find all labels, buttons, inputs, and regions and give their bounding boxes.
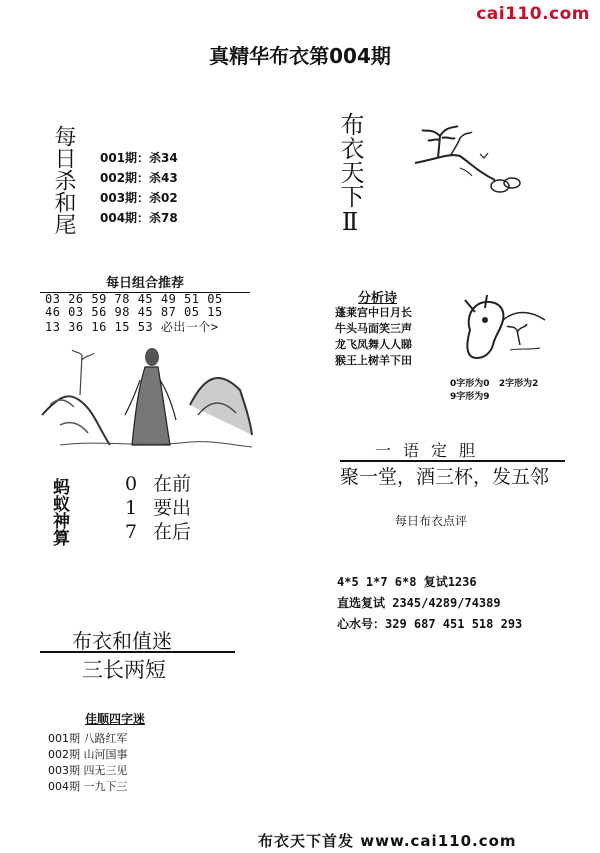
combo-title: 每日组合推荐 <box>40 272 250 293</box>
yiyu-title: 一语定胆 <box>375 441 488 460</box>
pick-line: 4*5 1*7 6*8 复试1236 <box>337 575 477 589</box>
combo-row: 46 03 56 98 45 87 05 15 <box>45 305 223 319</box>
footer-site-link[interactable]: 布衣天下首发 www.cai110.com <box>258 832 517 850</box>
poem-line: 牛头马面笑三声 <box>335 322 412 335</box>
ant-label: 蚂蚁神算 <box>49 478 69 546</box>
combo-row: 13 36 16 15 53 必出一个> <box>45 320 219 334</box>
page-title: 真精华布衣第004期 <box>209 44 391 68</box>
jiashun-item: 004期 一九下三 <box>48 780 128 793</box>
horse-head-illustration <box>455 290 555 370</box>
yiyu-text: 聚一堂，酒三杯，发五邻 <box>340 466 550 488</box>
ant-text: 在后 <box>153 521 192 543</box>
jiashun-item: 003期 四无三见 <box>48 764 128 777</box>
divider <box>40 651 235 653</box>
buyi-tianxia-label: 布衣天下Ⅱ <box>336 112 364 236</box>
picks-list <box>337 572 522 635</box>
ant-text: 在前 <box>153 473 192 495</box>
poem-title: 分析诗 <box>358 291 398 306</box>
ant-digit: 0 <box>125 473 138 495</box>
ant-text: 要出 <box>153 497 192 519</box>
site-watermark: cai110.com <box>476 4 590 24</box>
kill-item: 003期：杀02 <box>100 191 178 205</box>
poem-line: 蓬莱宫中日月长 <box>335 306 412 319</box>
daily-kill-label: 每日杀和尾 <box>51 125 76 235</box>
ant-row <box>125 520 191 544</box>
pick-line: 直选复试 2345/4289/74389 <box>337 596 501 610</box>
poem-lines <box>335 305 412 369</box>
zixing-note: 0字形为0 2字形为2 9字形为9 <box>450 379 539 402</box>
jiashun-title: 佳顺四字迷 <box>85 712 146 726</box>
riddle-answer: 三长两短 <box>82 658 166 682</box>
poem-line: 龙飞凤舞人人睇 <box>335 338 412 351</box>
ant-row <box>125 496 191 520</box>
ant-digit: 7 <box>125 521 138 543</box>
ant-rows <box>125 472 191 544</box>
riddle-title: 布衣和值迷 <box>72 629 172 653</box>
kill-item: 004期：杀78 <box>100 211 178 225</box>
plant-sketch-illustration <box>410 118 540 198</box>
daily-kill-list <box>100 148 178 228</box>
kill-item: 002期：杀43 <box>100 171 178 185</box>
dianping-title: 每日布衣点评 <box>395 514 468 528</box>
poem-line: 猴王上树羊下田 <box>335 354 412 367</box>
lady-landscape-illustration <box>40 335 255 455</box>
jiashun-list <box>48 731 128 795</box>
pick-line: 心水号：329 687 451 518 293 <box>337 617 523 631</box>
ant-row <box>125 472 191 496</box>
ant-digit: 1 <box>125 497 138 519</box>
jiashun-item: 002期 山河国事 <box>48 748 128 761</box>
combo-row: 03 26 59 78 45 49 51 05 <box>45 292 223 306</box>
jiashun-item: 001期 八路红军 <box>48 732 128 745</box>
kill-item: 001期：杀34 <box>100 151 178 165</box>
